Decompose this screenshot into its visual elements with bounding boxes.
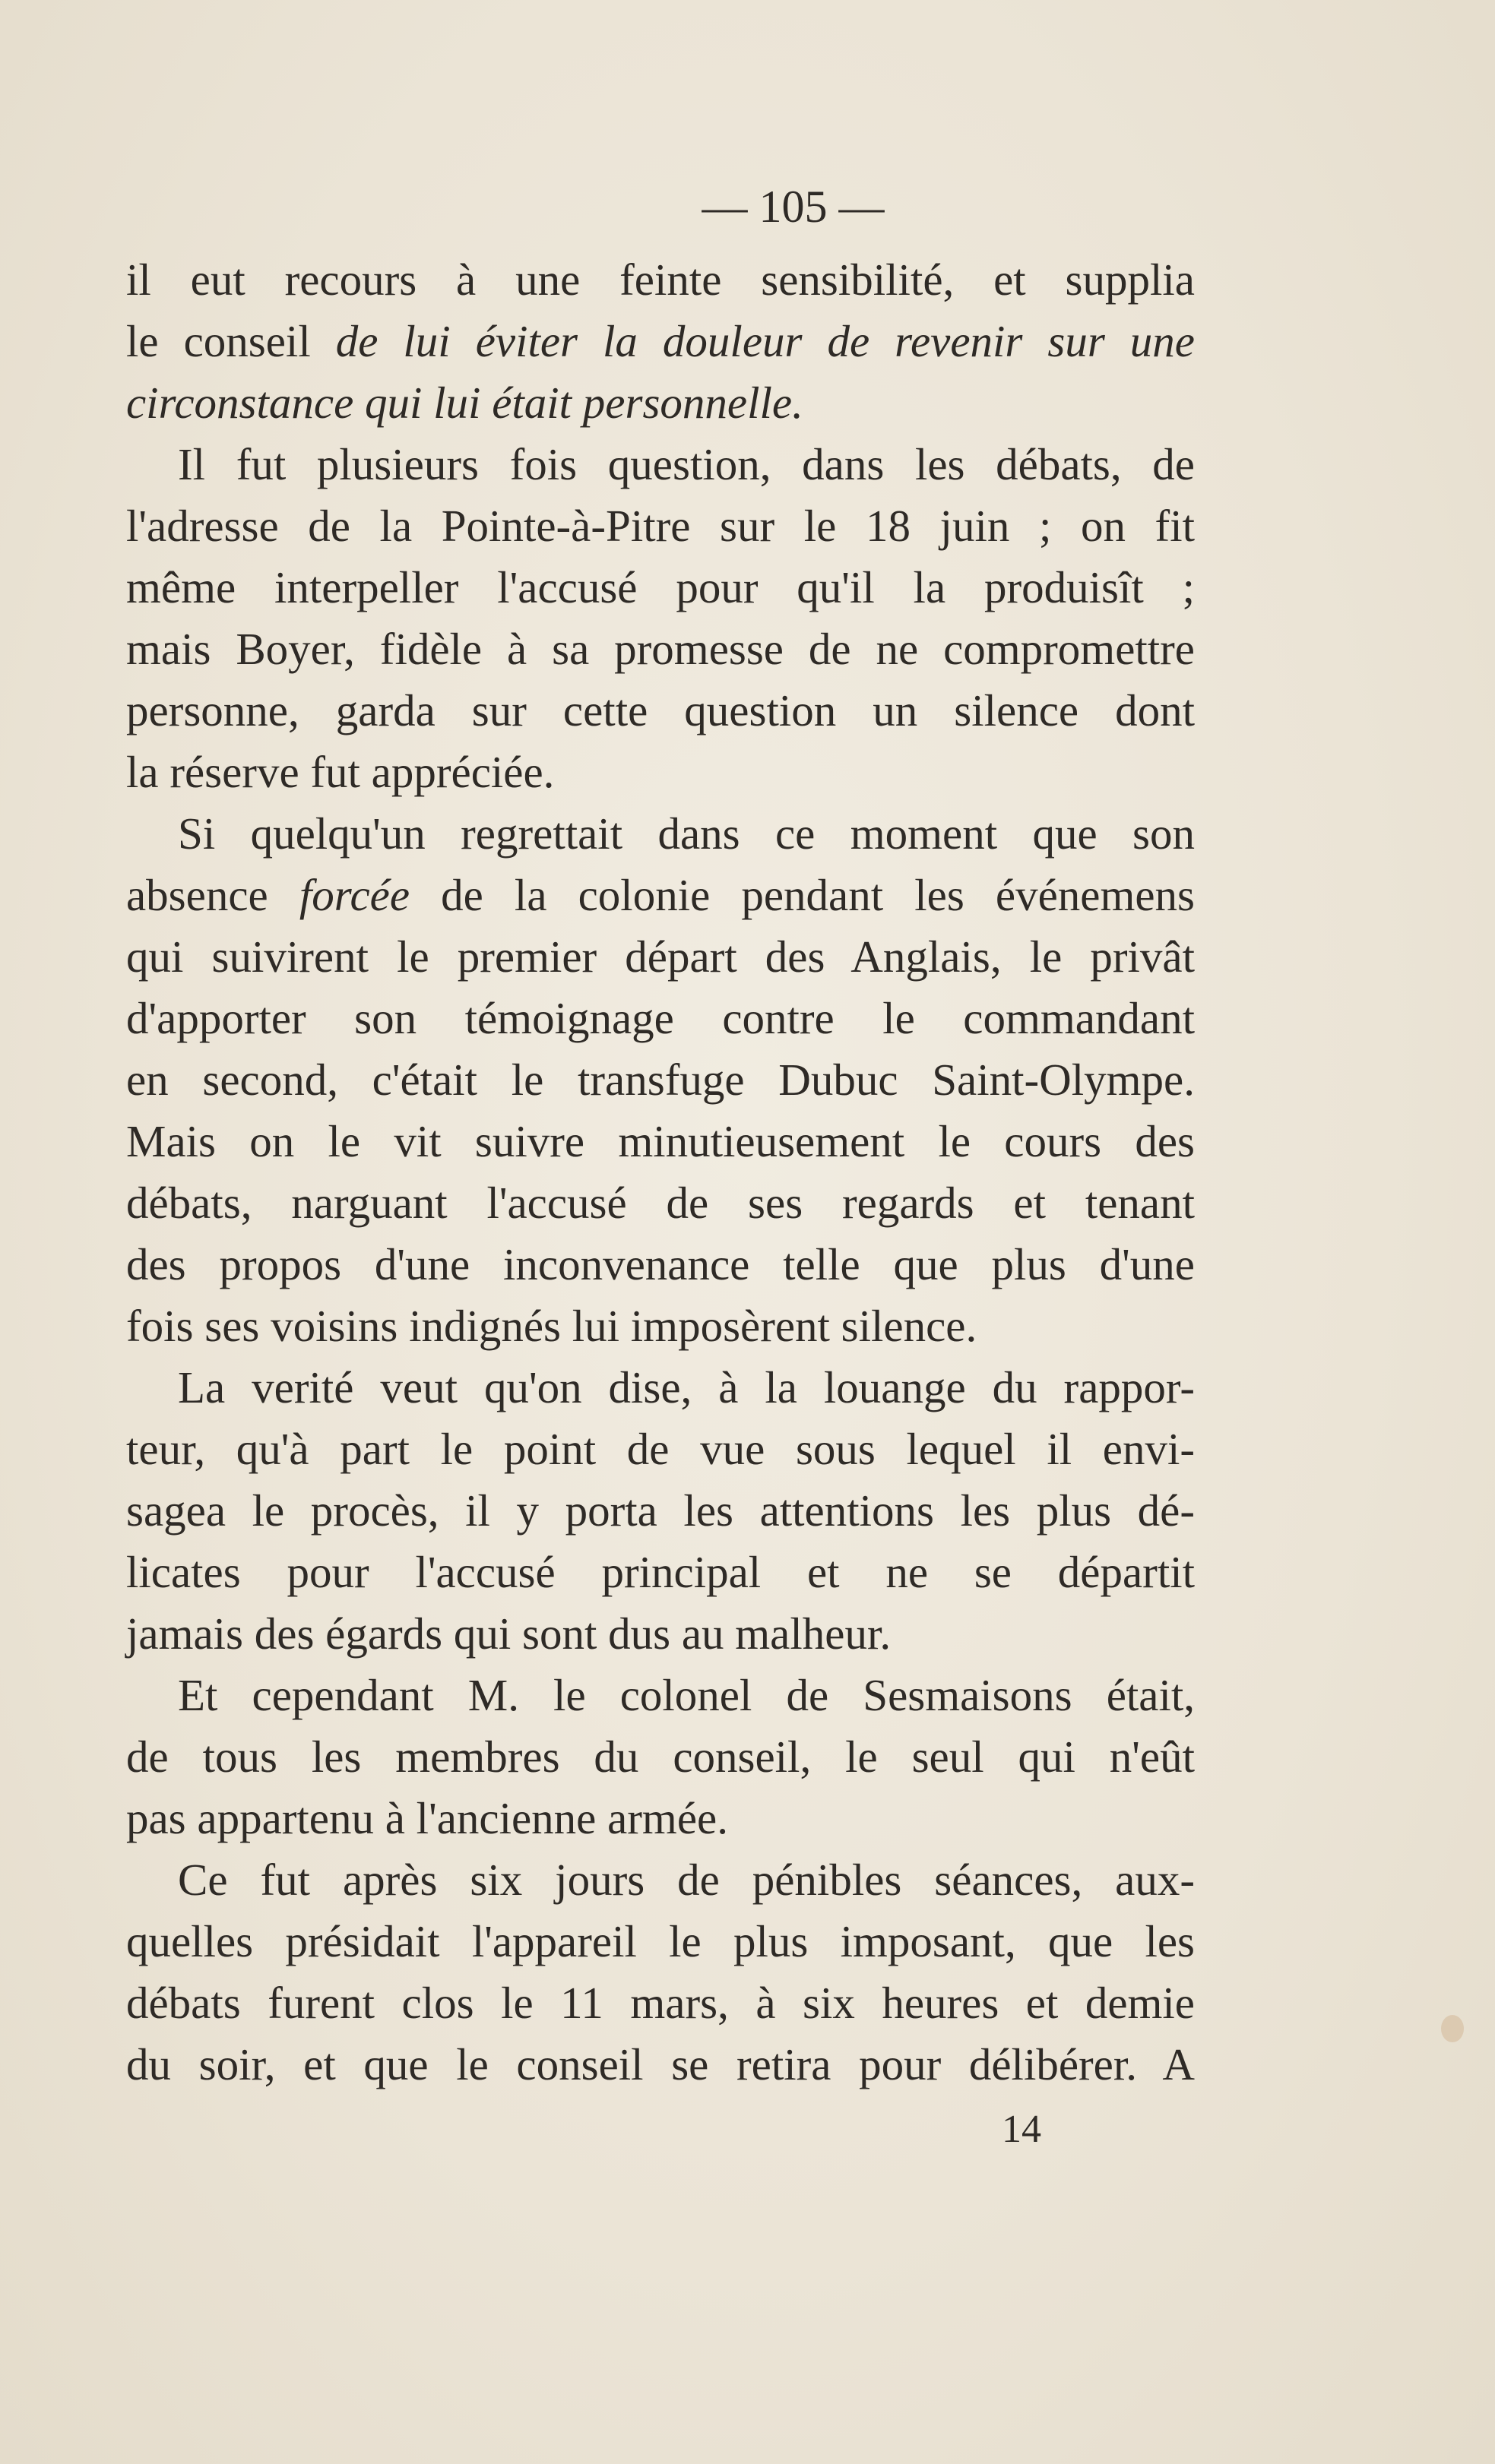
- text-run: il eut recours à une feinte sensibilité, et supplia: [126, 255, 1195, 305]
- signature-mark: 14: [1002, 2108, 1041, 2151]
- text-run: Si quelqu'un regrettait dans ce moment que son: [178, 808, 1195, 859]
- text-run: d'apporter son témoignage contre le commandant: [126, 993, 1195, 1043]
- text-run: quelles présidait l'appareil le plus imposant, que les: [126, 1916, 1195, 1966]
- text-line: [126, 1542, 1195, 1603]
- body-text: [126, 249, 1195, 2096]
- text-run: licates pour l'accusé principal et ne se départit: [126, 1547, 1195, 1597]
- text-line: [126, 1295, 1195, 1357]
- text-line: [126, 1665, 1195, 1726]
- text-line: [126, 1357, 1195, 1419]
- text-line: [126, 1603, 1195, 1665]
- text-run: Ce fut après six jours de pénibles séances, aux-: [178, 1855, 1195, 1905]
- paper-stain: [1441, 2015, 1464, 2042]
- text-run: pas appartenu à l'ancienne armée.: [126, 1793, 728, 1843]
- paragraph: [126, 249, 1195, 434]
- text-run: le conseil: [126, 316, 336, 366]
- text-run: en second, c'était le transfuge Dubuc Saint-Olympe.: [126, 1055, 1195, 1105]
- text-run: mais Boyer, fidèle à sa promesse de ne compromettre: [126, 624, 1195, 674]
- text-run: qui suivirent le premier départ des Anglais, le privât: [126, 932, 1195, 982]
- italic-text-run: de lui éviter la douleur de revenir sur une: [335, 316, 1195, 366]
- paragraph: [126, 1665, 1195, 1849]
- text-line: [126, 1111, 1195, 1172]
- text-line: [126, 988, 1195, 1049]
- text-line: [126, 1726, 1195, 1788]
- text-line: [126, 1172, 1195, 1234]
- text-run: la réserve fut appréciée.: [126, 747, 555, 797]
- text-line: [126, 680, 1195, 742]
- text-run: même interpeller l'accusé pour qu'il la produisît ;: [126, 562, 1195, 612]
- text-run: l'adresse de la Pointe-à-Pitre sur le 18 juin ; on fit: [126, 501, 1195, 551]
- page-header: [0, 176, 1495, 237]
- text-line: [126, 618, 1195, 680]
- text-run: teur, qu'à part le point de vue sous lequel il envi-: [126, 1424, 1195, 1474]
- paragraph: [126, 1357, 1195, 1665]
- text-run: sagea le procès, il y porta les attentions les plus dé-: [126, 1485, 1195, 1536]
- italic-text-run: circonstance qui lui était personnelle.: [126, 378, 803, 428]
- text-line: [126, 1849, 1195, 1911]
- text-run: Il fut plusieurs fois question, dans les débats, de: [178, 439, 1195, 489]
- text-line: [126, 249, 1195, 311]
- text-line: [126, 1234, 1195, 1295]
- text-line: [126, 311, 1195, 372]
- text-line: [126, 803, 1195, 865]
- text-run: du soir, et que le conseil se retira pour délibérer. A: [126, 2039, 1195, 2089]
- paragraph: [126, 1849, 1195, 2096]
- page-number: — 105 —: [702, 182, 885, 232]
- text-run: de la colonie pendant les événemens: [410, 870, 1195, 920]
- text-line: [126, 1480, 1195, 1542]
- text-run: La verité veut qu'on dise, à la louange du rappor-: [178, 1362, 1195, 1412]
- text-run: débats, narguant l'accusé de ses regards et tenant: [126, 1178, 1195, 1228]
- paragraph: [126, 434, 1195, 803]
- text-run: des propos d'une inconvenance telle que plus d'une: [126, 1239, 1195, 1289]
- text-run: de tous les membres du conseil, le seul qui n'eût: [126, 1732, 1195, 1782]
- text-line: [126, 742, 1195, 803]
- italic-text-run: forcée: [299, 870, 410, 920]
- text-run: débats furent clos le 11 mars, à six heures et demie: [126, 1978, 1195, 2028]
- text-line: [126, 372, 1195, 434]
- text-run: jamais des égards qui sont dus au malheur.: [126, 1608, 892, 1659]
- text-run: absence: [126, 870, 299, 920]
- text-run: Mais on le vit suivre minutieusement le cours des: [126, 1116, 1195, 1166]
- paragraph: [126, 803, 1195, 1357]
- text-line: [126, 1972, 1195, 2034]
- text-line: [126, 1049, 1195, 1111]
- text-line: [126, 557, 1195, 618]
- text-run: personne, garda sur cette question un silence dont: [126, 685, 1195, 735]
- text-line: [126, 1788, 1195, 1849]
- text-run: Et cependant M. le colonel de Sesmaisons était,: [178, 1670, 1195, 1720]
- text-line: [126, 2034, 1195, 2096]
- text-line: [126, 495, 1195, 557]
- text-line: [126, 926, 1195, 988]
- text-line: [126, 865, 1195, 926]
- text-run: fois ses voisins indignés lui imposèrent silence.: [126, 1301, 977, 1351]
- text-line: [126, 1911, 1195, 1972]
- text-line: [126, 1419, 1195, 1480]
- text-line: [126, 434, 1195, 495]
